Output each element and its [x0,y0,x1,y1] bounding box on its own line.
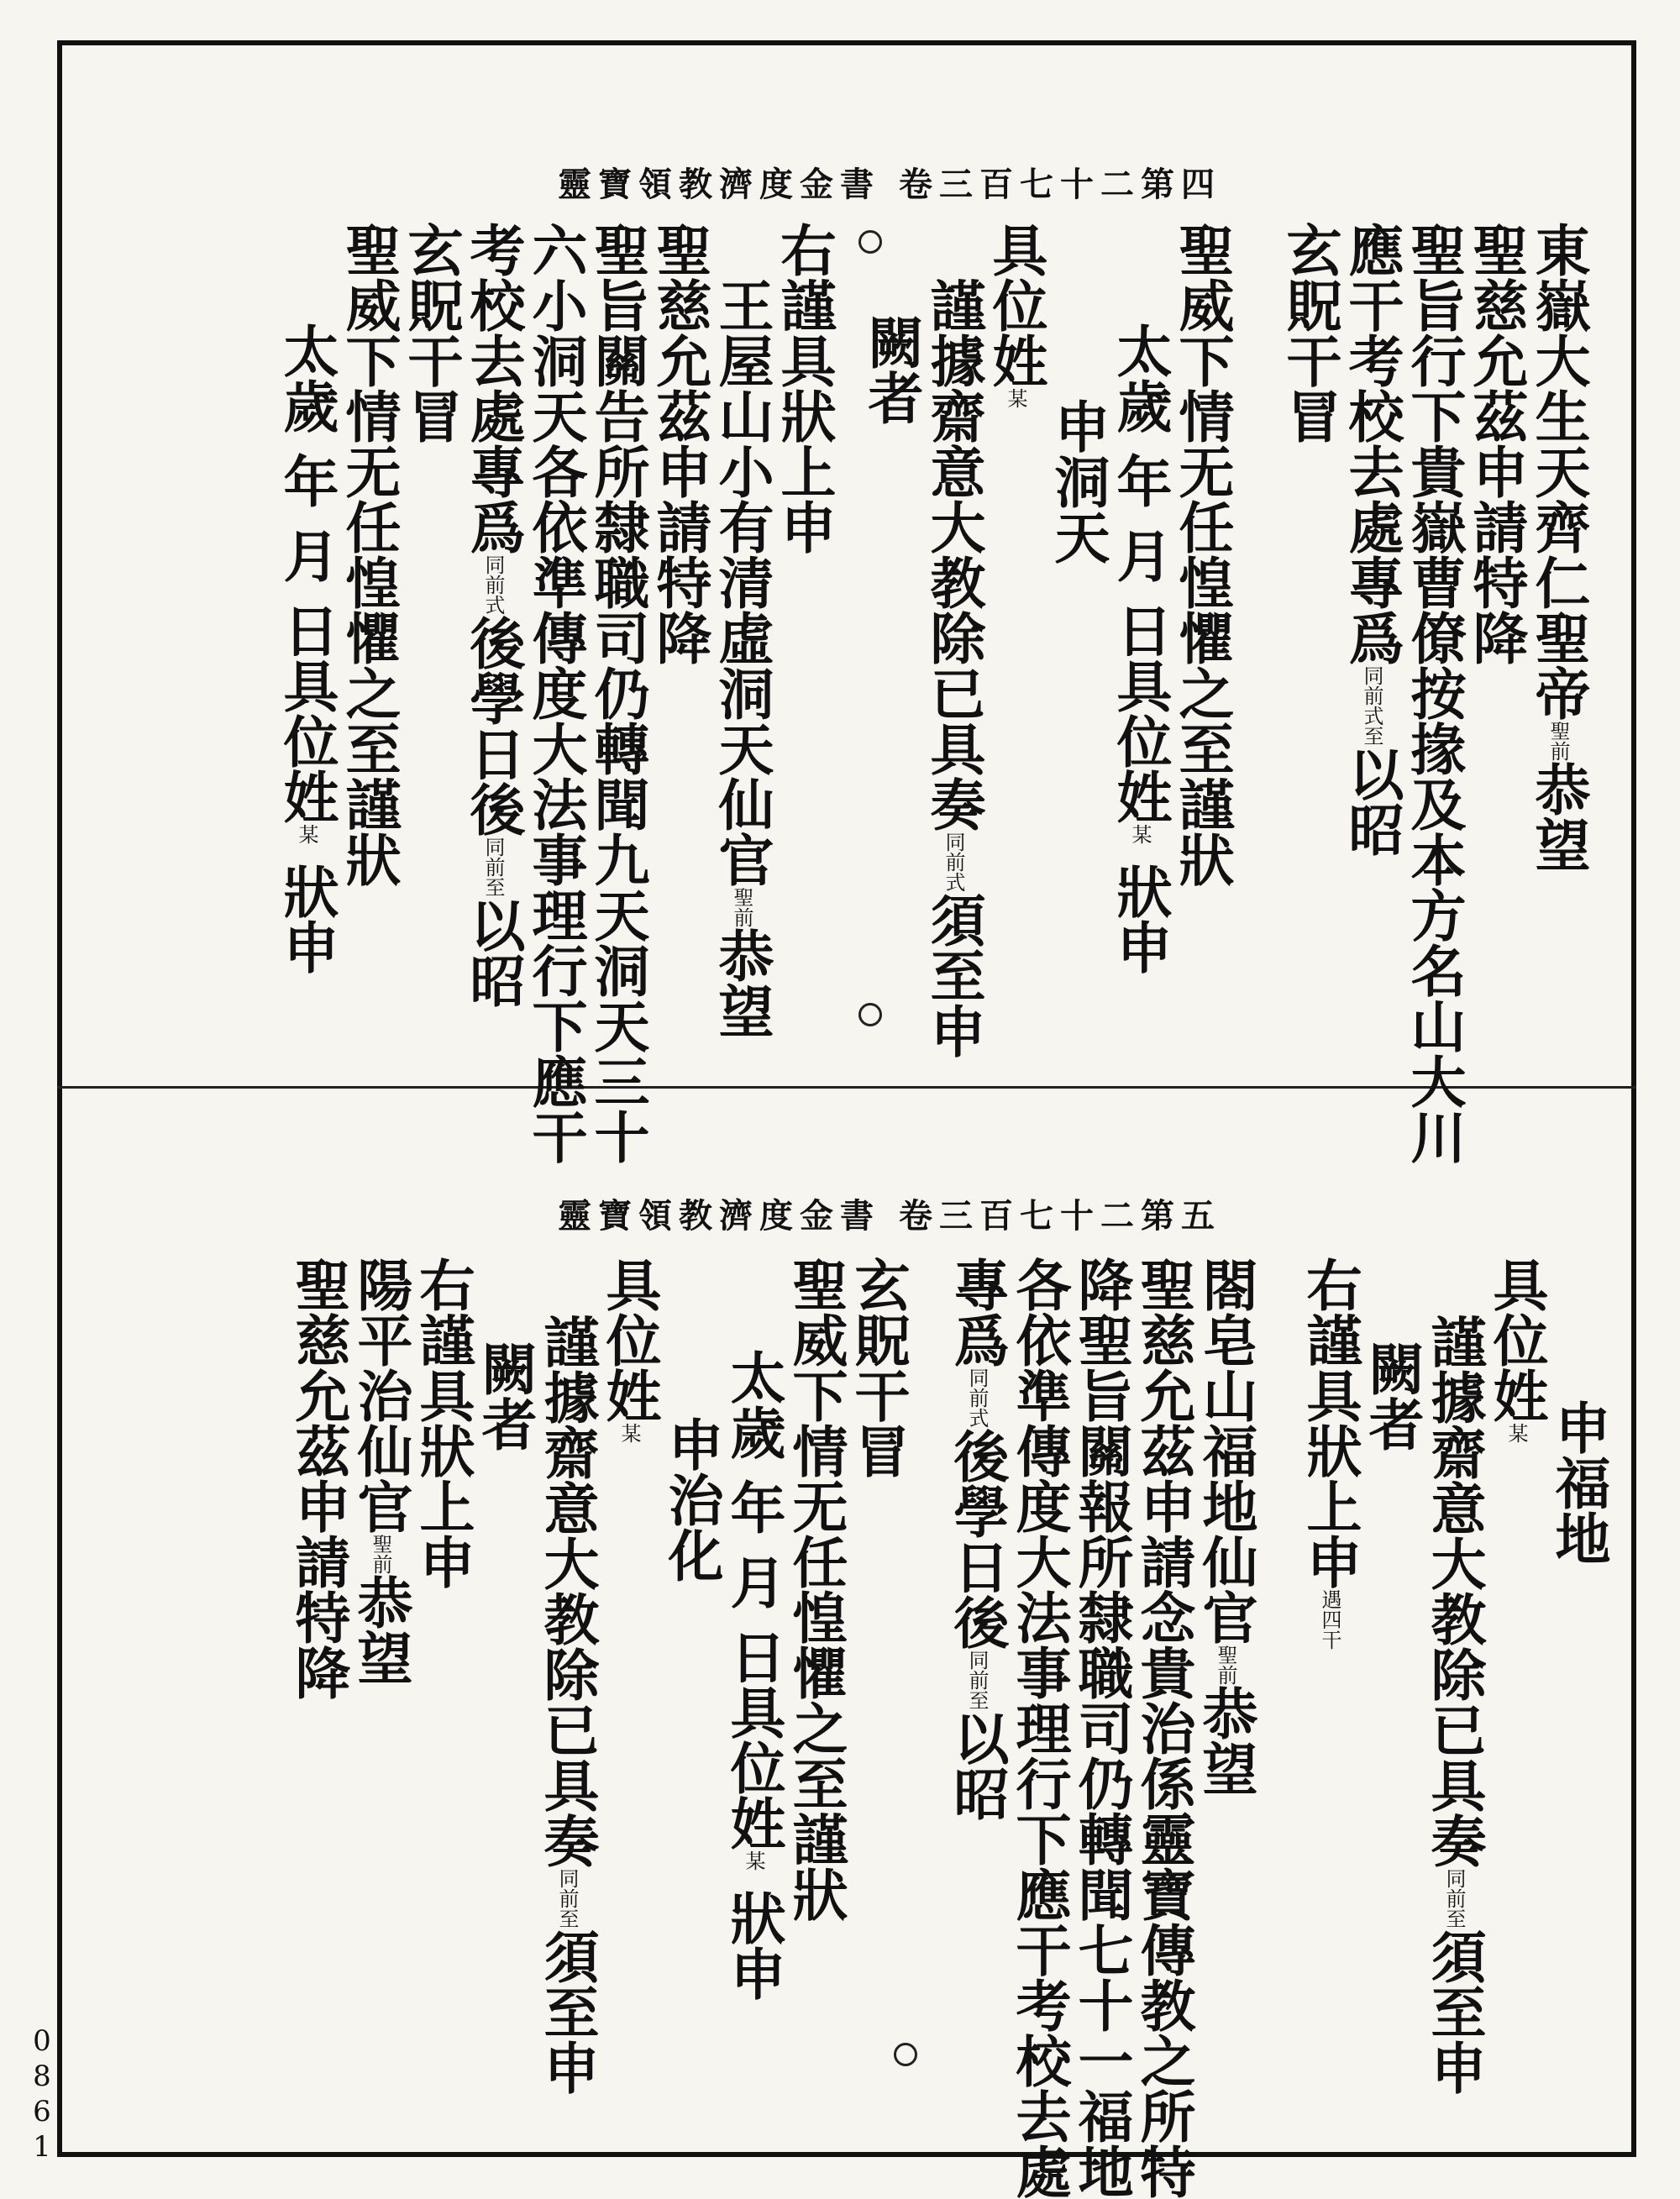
top-header: 靈寶領教濟度金書 卷三百七十二第四 [558,165,1221,204]
top-col-11: 闕者 [858,314,924,425]
bottom-col-6: 閤皂山福地仙官聖前恭望 [1193,1257,1258,1796]
bottom-col-8: 降聖旨關報所隸職司仍轉聞七十一福地 [1068,1257,1134,2199]
bottom-col-18: 右謹具狀上申 [410,1257,475,1589]
top-col-3: 聖旨行下貴嶽曹僚按掾及本方名山大川 [1401,222,1467,1164]
bottom-panel [62,1089,1631,2199]
bottom-col-7: 聖慈允茲申請念貴治係靈寶傳教之所特 [1131,1257,1196,2199]
top-col-10: 謹據齋意大教除已具奏同前式須至申 [921,277,986,1058]
bottom-col-1: 申福地 [1546,1399,1611,1566]
bottom-col-10: 專爲同前式後學日後同前至以昭 [944,1257,1010,1821]
top-col-6: 聖威下情无任惶懼之至謹狀 [1169,222,1235,887]
binding-hole-top-2 [858,1003,882,1026]
binding-hole-bottom [894,2043,917,2066]
top-col-2: 聖慈允茲申請特降 [1463,222,1529,665]
bottom-col-13: 太歲 年 月 日具位姓某 狀申 [721,1349,786,2001]
top-col-4: 應干考校去處專爲同前式至以昭 [1339,222,1404,857]
bottom-col-15: 具位姓某 [596,1257,662,1443]
top-col-15: 聖旨關告所隸職司仍轉聞九天洞天三十 [585,222,650,1164]
bottom-col-12: 聖威下情无任惶懼之至謹狀 [783,1257,848,1922]
top-col-16: 六小洞天各依準傳度大法事理行下應干 [522,222,588,1164]
bottom-col-16: 謹據齋意大教除已具奏同前至須至申 [534,1314,600,2095]
top-col-12: 右謹具狀上申 [771,222,837,554]
top-col-13: 王屋山小有清虛洞天仙官聖前恭望 [709,277,774,1038]
bottom-col-3: 謹據齋意大教除已具奏同前至須至申 [1421,1314,1487,2095]
bottom-col-11: 玄貺干冒 [845,1257,911,1478]
top-col-18: 玄貺干冒 [398,222,464,443]
top-col-19: 聖威下情无任惶懼之至謹狀 [336,222,402,887]
top-col-7: 太歲 年 月 日具位姓某 狀申 [1107,323,1173,974]
binding-hole-top-1 [858,230,882,254]
top-col-17: 考校去處專爲同前式後學日後同前至以昭 [460,222,526,1008]
bottom-col-19: 陽平治仙官聖前恭望 [348,1257,413,1685]
bottom-header: 靈寶領教濟度金書 卷三百七十二第五 [558,1196,1221,1236]
bottom-col-14: 申治化 [659,1416,724,1582]
page-number: 0861 [25,2024,59,2165]
bottom-col-4: 闕者 [1359,1341,1425,1451]
top-col-8: 申洞天 [1045,398,1110,564]
bottom-col-20: 聖慈允茲申請特降 [286,1257,351,1700]
top-panel [62,45,1631,1164]
top-col-5: 玄貺干冒 [1277,222,1342,443]
top-col-1: 東嶽大生天齊仁聖帝聖前恭望 [1525,222,1591,872]
top-col-14: 聖慈允茲申請特降 [647,222,712,665]
bottom-col-5: 右謹具狀上申遇四干 [1297,1257,1362,1650]
top-col-20: 太歲 年 月 日具位姓某 狀申 [274,323,339,974]
bottom-col-9: 各依準傳度大法事理行下應干考校去處 [1006,1257,1072,2199]
bottom-col-17: 闕者 [472,1341,538,1451]
top-col-9: 具位姓某 [983,222,1048,408]
bottom-col-2: 具位姓某 [1483,1257,1549,1443]
